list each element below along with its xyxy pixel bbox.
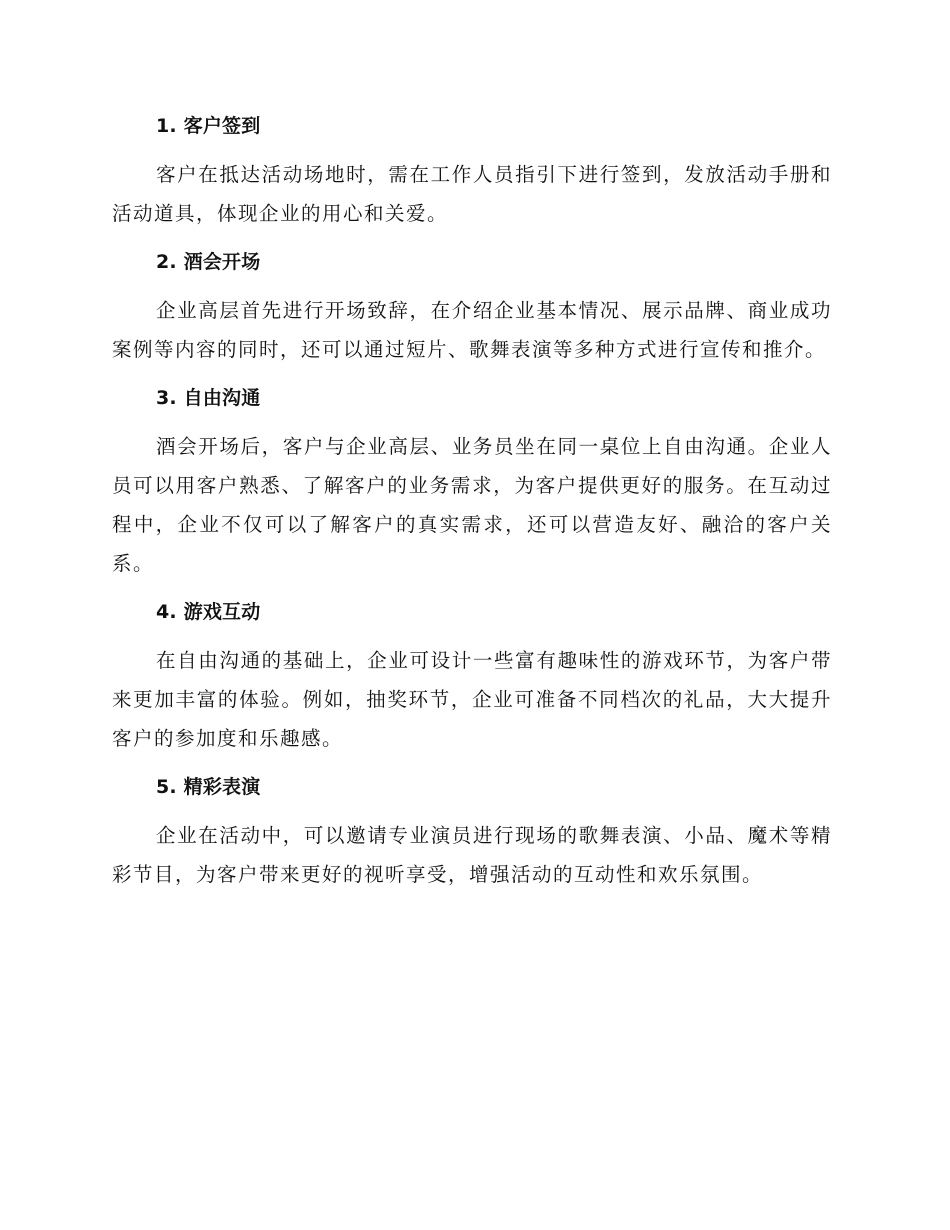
section-customer-checkin: [112, 112, 832, 233]
section-paragraph: 企业高层首先进行开场致辞，在介绍企业基本情况、展示品牌、商业成功案例等内容的同时，还可以通过短片、歌舞表演等多种方式进行宣传和推介。: [112, 299, 832, 361]
section-free-communication: [112, 384, 832, 583]
section-performances: [112, 773, 832, 894]
section-paragraph: 酒会开场后，客户与企业高层、业务员坐在同一桌位上自由沟通。企业人员可以用客户熟悉、了解客户的业务需求，为客户提供更好的服务。在互动过程中，企业不仅可以了解客户的真实需求，还可以营造友好、融洽的客户关系。: [112, 435, 832, 575]
section-paragraph: 企业在活动中，可以邀请专业演员进行现场的歌舞表演、小品、魔术等精彩节目，为客户带来更好的视听享受，增强活动的互动性和欢乐氛围。: [112, 824, 832, 886]
section-heading: 5. 精彩表演: [156, 776, 261, 798]
section-game-interaction: [112, 598, 832, 758]
section-reception-opening: [112, 248, 832, 369]
section-heading: 4. 游戏互动: [156, 601, 261, 623]
section-paragraph: 客户在抵达活动场地时，需在工作人员指引下进行签到，发放活动手册和活动道具，体现企业的用心和关爱。: [112, 163, 832, 225]
document-page: [112, 112, 832, 909]
section-heading: 3. 自由沟通: [156, 387, 261, 409]
section-paragraph: 在自由沟通的基础上，企业可设计一些富有趣味性的游戏环节，为客户带来更加丰富的体验。例如，抽奖环节，企业可准备不同档次的礼品，大大提升客户的参加度和乐趣感。: [112, 649, 832, 750]
section-heading: 1. 客户签到: [156, 115, 261, 137]
section-heading: 2. 酒会开场: [156, 251, 261, 273]
